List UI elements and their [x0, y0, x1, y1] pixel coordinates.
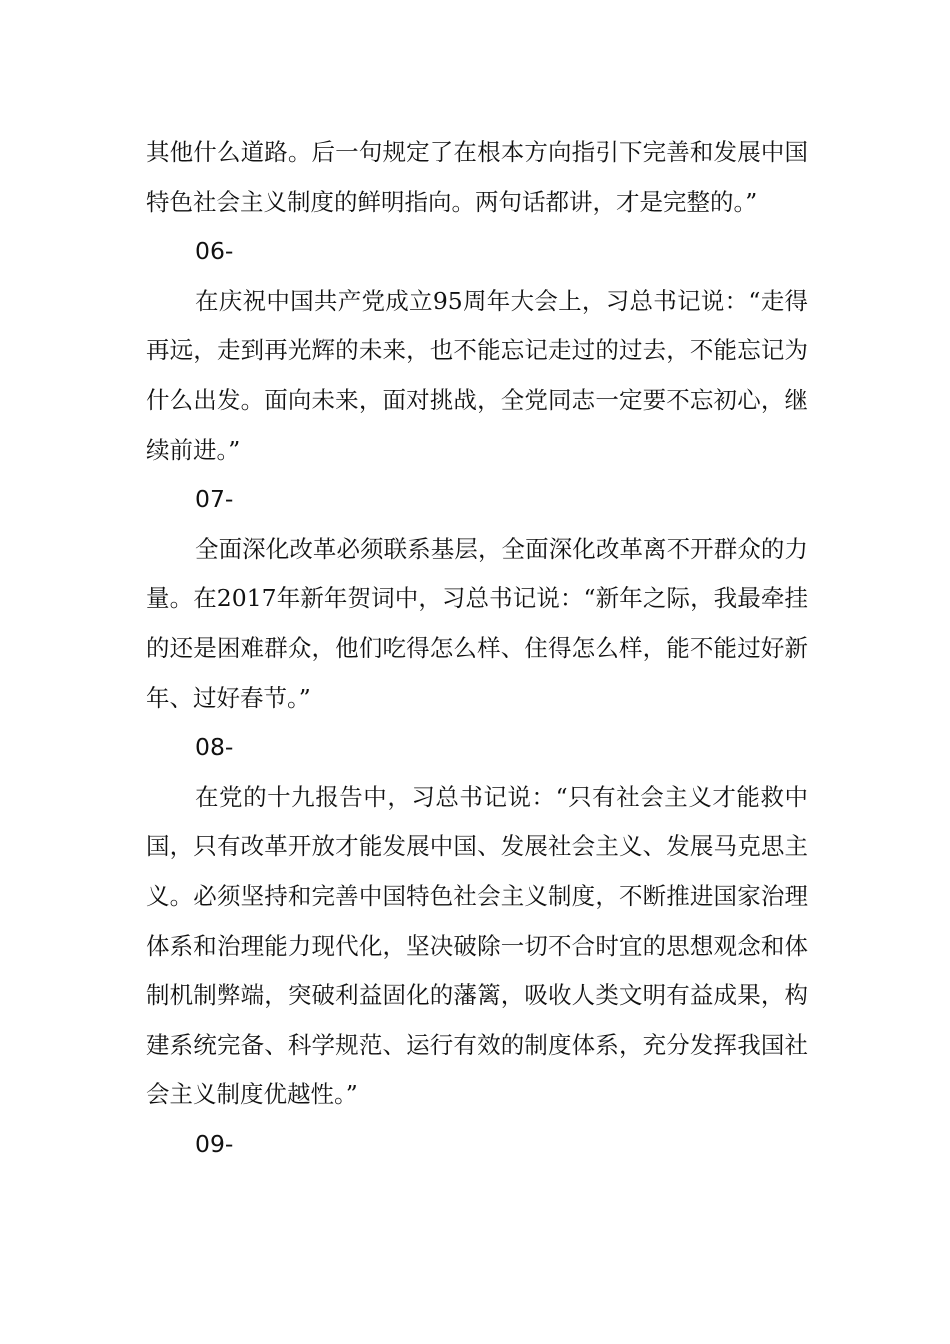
- section-number-06: 06-: [195, 237, 234, 266]
- paragraph-95th-anniversary-quote: 在庆祝中国共产党成立95周年大会上，习总书记说：“走得再远，走到再光辉的未来，也不能忘记走过的过去，不能忘记为什么出发。面向未来，面对挑战，全党同志一定要不忘初心，继续前进。”: [146, 286, 808, 464]
- paragraph-2017-new-year-quote: 全面深化改革必须联系基层，全面深化改革离不开群众的力量。在2017年新年贺词中，习总书记说：“新年之际，我最牵挂的还是困难群众，他们吃得怎么样、住得怎么样，能不能过好新年、过好春节。”: [146, 534, 808, 712]
- section-number-07: 07-: [195, 485, 234, 514]
- section-number-09: 09-: [195, 1129, 234, 1158]
- section-number-08: 08-: [195, 733, 234, 762]
- paragraph-19th-report-quote: 在党的十九报告中，习总书记说：“只有社会主义才能救中国，只有改革开放才能发展中国、发展社会主义、发展马克思主义。必须坚持和完善中国特色社会主义制度，不断推进国家治理体系和治理能力现代化，坚决破除一切不合时宜的思想观念和体制机制弊端，突破利益固化的藩篱，吸收人类文明有益成果，构建系统完备、科学规范、运行有效的制度体系，充分发挥我国社会主义制度优越性。”: [146, 782, 808, 1109]
- paragraph-continued: 其他什么道路。后一句规定了在根本方向指引下完善和发展中国特色社会主义制度的鲜明指向。两句话都讲，才是完整的。”: [146, 138, 808, 216]
- document-body: [146, 128, 808, 1169]
